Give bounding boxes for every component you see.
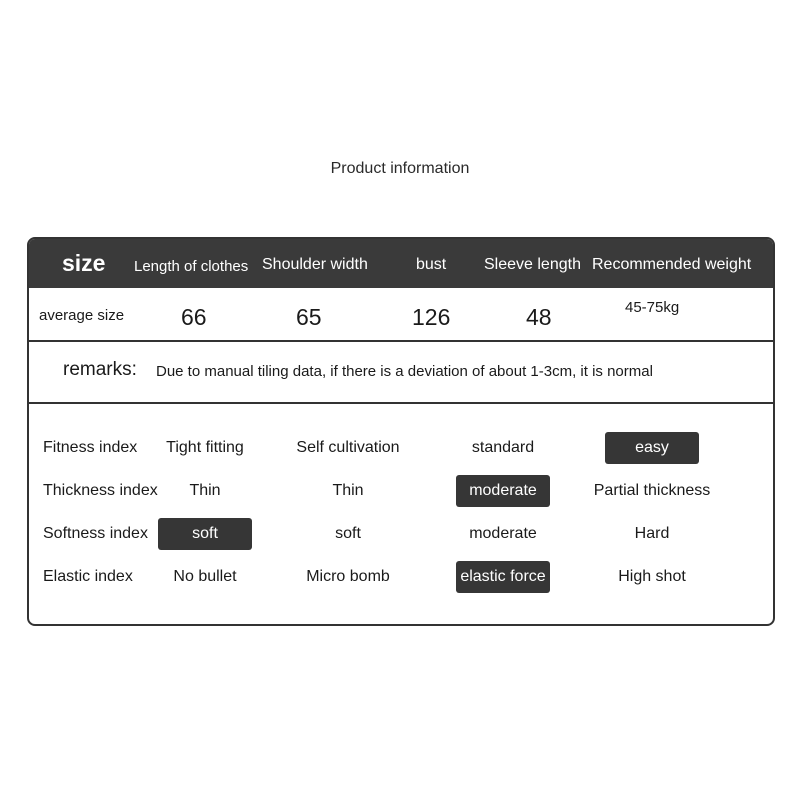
- remarks-label: remarks:: [63, 359, 137, 380]
- index-option: Micro bomb: [306, 568, 390, 585]
- index-option: High shot: [618, 568, 686, 585]
- index-option: Thin: [332, 482, 364, 499]
- index-option-selected: moderate: [456, 475, 550, 507]
- remarks-text: Due to manual tiling data, if there is a deviation of about 1-3cm, it is normal: [156, 363, 653, 380]
- index-label: Elastic index: [43, 568, 133, 585]
- index-option-selected: soft: [158, 518, 252, 550]
- index-option: Tight fitting: [166, 439, 244, 456]
- sleeve-value: 48: [526, 304, 552, 330]
- average-size-label: average size: [39, 307, 125, 324]
- header-length-of-clothes: Length of clothes: [134, 258, 249, 275]
- length-value: 66: [181, 304, 207, 330]
- index-label: Softness index: [43, 525, 148, 542]
- header-sleeve-length: Sleeve length: [484, 256, 581, 273]
- page-title: Product information: [330, 160, 470, 177]
- header-shoulder-width: Shoulder width: [262, 256, 368, 273]
- index-option: moderate: [469, 525, 537, 542]
- index-option-selected: easy: [605, 432, 699, 464]
- index-option-selected: elastic force: [456, 561, 550, 593]
- index-option: Hard: [634, 525, 670, 542]
- index-option: soft: [335, 525, 361, 542]
- header-size: size: [62, 250, 106, 276]
- bust-value: 126: [412, 304, 451, 330]
- average-size-row: [29, 288, 773, 342]
- index-option: standard: [471, 439, 535, 456]
- size-table-header: [29, 239, 773, 288]
- index-option: Thin: [189, 482, 221, 499]
- header-bust: bust: [416, 256, 447, 273]
- remarks-row: [29, 342, 773, 404]
- product-info-card: [27, 237, 775, 626]
- weight-value: 45-75kg: [625, 299, 680, 316]
- index-label: Thickness index: [43, 482, 158, 499]
- header-recommended-weight: Recommended weight: [592, 256, 752, 273]
- index-label: Fitness index: [43, 439, 138, 456]
- index-option: No bullet: [173, 568, 237, 585]
- index-grid: [29, 404, 773, 622]
- shoulder-value: 65: [296, 304, 322, 330]
- index-option: Self cultivation: [296, 439, 400, 456]
- index-option: Partial thickness: [593, 482, 711, 499]
